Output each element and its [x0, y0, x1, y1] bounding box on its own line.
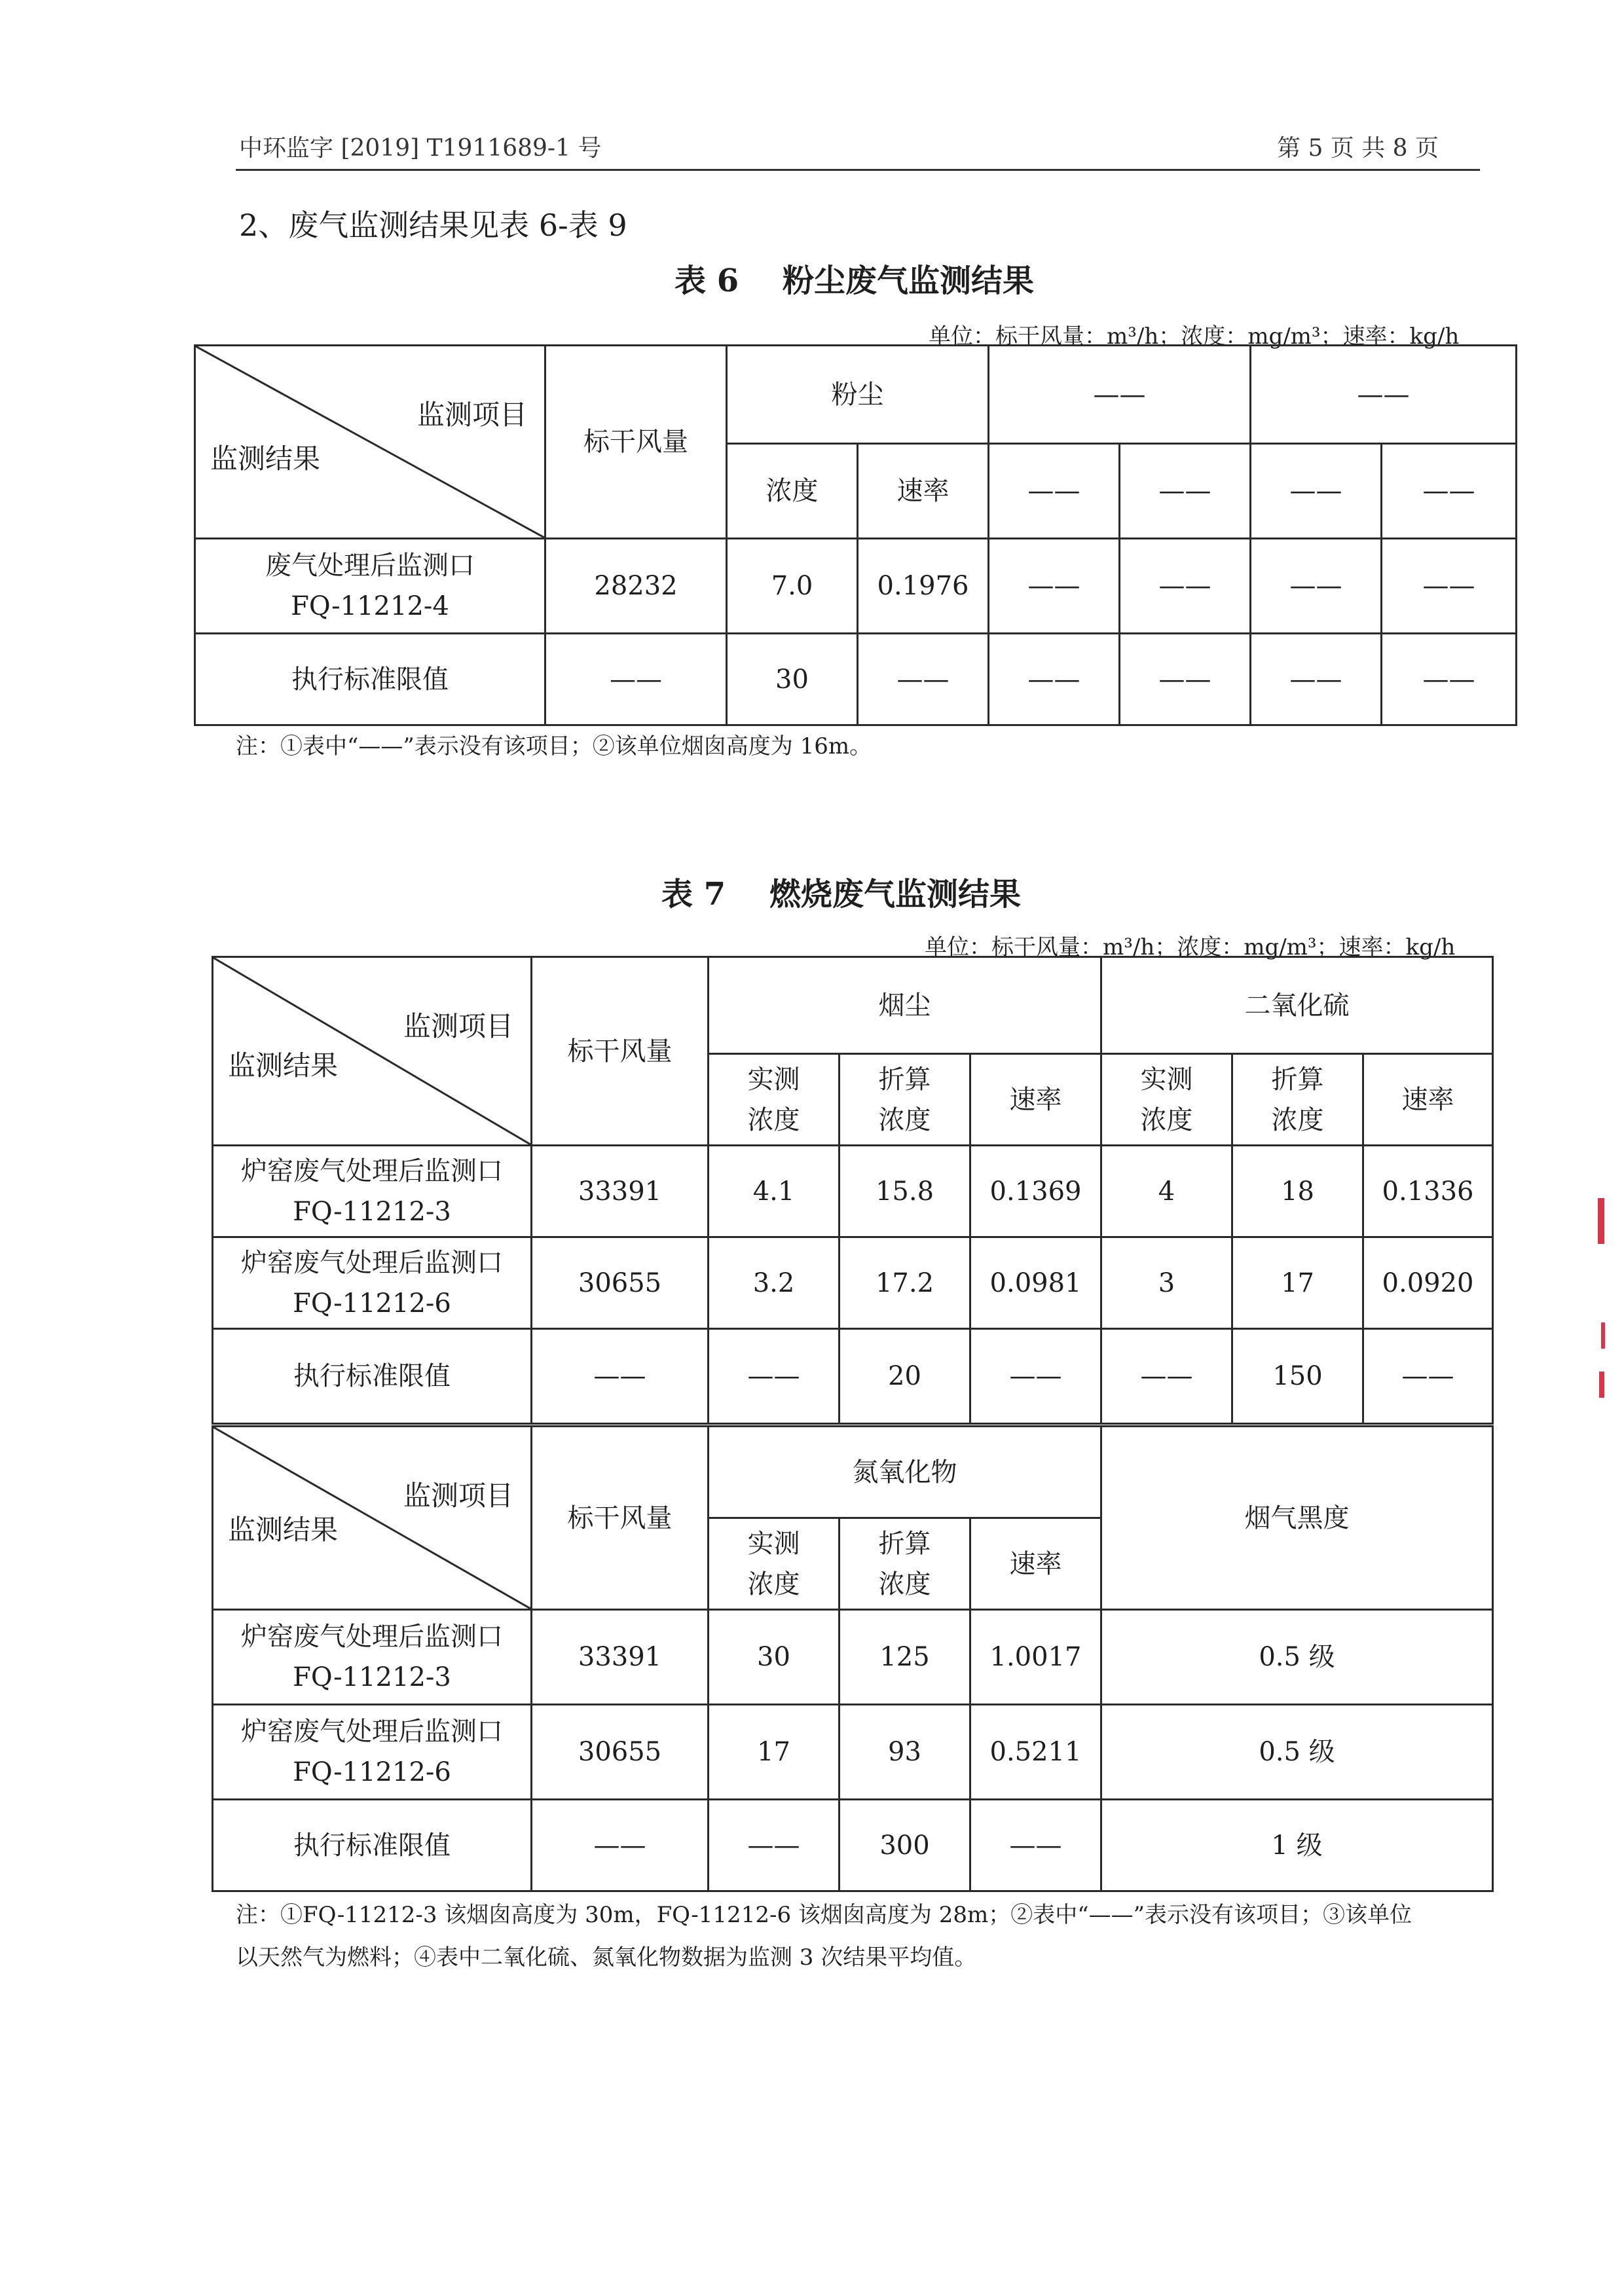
- value: 30: [709, 1610, 840, 1705]
- value: 150: [1232, 1329, 1363, 1424]
- value: ——: [970, 1329, 1101, 1424]
- row-name: 炉窑废气处理后监测口 FQ-11212-3: [213, 1610, 532, 1705]
- value: 17.2: [840, 1237, 970, 1329]
- value: ——: [1101, 1329, 1232, 1424]
- table7-note-line2: 以天然气为燃料；④表中二氧化硫、氮氧化物数据为监测 3 次结果平均值。: [236, 1944, 977, 1971]
- value: 4.1: [709, 1146, 840, 1237]
- value: ——: [709, 1800, 840, 1891]
- empty-value: ——: [989, 539, 1120, 634]
- seal-fragment: [1599, 1372, 1604, 1398]
- table7-item-label: 监测项目: [403, 1010, 513, 1042]
- report-number: 中环监字 [2019] T1911689-1 号: [239, 135, 602, 162]
- table6-title: 表 6 粉尘废气监测结果: [674, 263, 1034, 299]
- sub-converted: 折算 浓度: [840, 1054, 970, 1146]
- table6-sub-empty: ——: [1382, 444, 1517, 539]
- sub-rate: 速率: [970, 1054, 1101, 1146]
- table6-sub-rate: 速率: [858, 444, 989, 539]
- value: 0.5 级: [1101, 1705, 1493, 1800]
- table-row: [213, 1237, 1493, 1329]
- table-row: [213, 1329, 1493, 1424]
- empty-value: ——: [1251, 539, 1382, 634]
- flow-value: 30655: [532, 1705, 709, 1800]
- flow-value: 30655: [532, 1237, 709, 1329]
- table6-note: 注：①表中“——”表示没有该项目；②该单位烟囱高度为 16m。: [236, 733, 872, 759]
- header-rule: [236, 169, 1480, 171]
- table7-diagonal-header-cell: [213, 957, 532, 1146]
- seal-fragment: [1601, 1322, 1605, 1349]
- table6-sub-empty: ——: [1251, 444, 1382, 539]
- section-heading: 2、废气监测结果见表 6-表 9: [239, 208, 627, 243]
- value: 1 级: [1101, 1800, 1493, 1891]
- sub-measured: 实测 浓度: [1101, 1054, 1232, 1146]
- table7-group-so2: 二氧化硫: [1101, 957, 1493, 1054]
- table-row: [213, 1705, 1493, 1800]
- concentration-value: 7.0: [727, 539, 858, 634]
- table7-group-smoke-blackness: 烟气黑度: [1101, 1427, 1493, 1610]
- empty-value: ——: [1251, 634, 1382, 725]
- table6-group-dust: 粉尘: [727, 346, 989, 444]
- table6-unit: 单位：标干风量：m³/h；浓度：mg/m³；速率：kg/h: [929, 323, 1460, 350]
- flow-value: 33391: [532, 1610, 709, 1705]
- sub-converted: 折算 浓度: [840, 1518, 970, 1610]
- value: 300: [840, 1800, 970, 1891]
- value: 0.0920: [1363, 1237, 1493, 1329]
- sub-converted: 折算 浓度: [1232, 1054, 1363, 1146]
- table6-item-label: 监测项目: [416, 399, 527, 431]
- value: ——: [709, 1329, 840, 1424]
- seal-fragment: [1598, 1198, 1604, 1244]
- table6-diagonal-header-cell: [195, 346, 545, 539]
- rate-value: ——: [858, 634, 989, 725]
- flow-value: ——: [532, 1329, 709, 1424]
- table-row: [195, 539, 1517, 634]
- empty-value: ——: [1120, 539, 1251, 634]
- table6-sub-empty: ——: [1120, 444, 1251, 539]
- table6-group-empty-1: ——: [989, 346, 1251, 444]
- value: ——: [1363, 1329, 1493, 1424]
- table7-part1: [212, 956, 1494, 1425]
- value: 3.2: [709, 1237, 840, 1329]
- row-name: 执行标准限值: [195, 634, 545, 725]
- empty-value: ——: [989, 634, 1120, 725]
- sub-measured: 实测 浓度: [709, 1054, 840, 1146]
- empty-value: ——: [1120, 634, 1251, 725]
- table7-flow-header: 标干风量: [532, 1427, 709, 1610]
- flow-value: ——: [532, 1800, 709, 1891]
- table7-result-label: 监测结果: [228, 1049, 339, 1082]
- table7-part2: [212, 1425, 1494, 1892]
- value: 3: [1101, 1237, 1232, 1329]
- sub-rate: 速率: [1363, 1054, 1493, 1146]
- value: 17: [709, 1705, 840, 1800]
- table-row: [213, 1610, 1493, 1705]
- table-row: [213, 1146, 1493, 1237]
- table-row: [213, 1800, 1493, 1891]
- value: 20: [840, 1329, 970, 1424]
- table6-result-label: 监测结果: [210, 442, 321, 475]
- row-name: 炉窑废气处理后监测口 FQ-11212-6: [213, 1705, 532, 1800]
- value: 15.8: [840, 1146, 970, 1237]
- table-row: [195, 634, 1517, 725]
- value: 0.1369: [970, 1146, 1101, 1237]
- table7-group-smoke-dust: 烟尘: [709, 957, 1101, 1054]
- value: 1.0017: [970, 1610, 1101, 1705]
- value: 93: [840, 1705, 970, 1800]
- table7-group-nox: 氮氧化物: [709, 1427, 1101, 1518]
- row-name: 执行标准限值: [213, 1329, 532, 1424]
- table6-sub-empty: ——: [989, 444, 1120, 539]
- row-name: 炉窑废气处理后监测口 FQ-11212-6: [213, 1237, 532, 1329]
- sub-rate: 速率: [970, 1518, 1101, 1610]
- value: 125: [840, 1610, 970, 1705]
- row-name: 废气处理后监测口 FQ-11212-4: [195, 539, 545, 634]
- table7-result-label: 监测结果: [228, 1513, 339, 1546]
- rate-value: 0.1976: [858, 539, 989, 634]
- sub-measured: 实测 浓度: [709, 1518, 840, 1610]
- value: 0.5211: [970, 1705, 1101, 1800]
- concentration-value: 30: [727, 634, 858, 725]
- table7-title: 表 7 燃烧废气监测结果: [661, 876, 1021, 913]
- value: 18: [1232, 1146, 1363, 1237]
- value: 0.1336: [1363, 1146, 1493, 1237]
- value: 0.5 级: [1101, 1610, 1493, 1705]
- table6-sub-concentration: 浓度: [727, 444, 858, 539]
- flow-value: 33391: [532, 1146, 709, 1237]
- value: 17: [1232, 1237, 1363, 1329]
- value: ——: [970, 1800, 1101, 1891]
- table6-flow-header: 标干风量: [545, 346, 727, 539]
- flow-value: 28232: [545, 539, 727, 634]
- row-name: 执行标准限值: [213, 1800, 532, 1891]
- value: 0.0981: [970, 1237, 1101, 1329]
- table6-group-empty-2: ——: [1251, 346, 1517, 444]
- table7-part2-diagonal-header-cell: [213, 1427, 532, 1610]
- empty-value: ——: [1382, 539, 1517, 634]
- value: 4: [1101, 1146, 1232, 1237]
- table7-item-label: 监测项目: [403, 1480, 513, 1512]
- page-number: 第 5 页 共 8 页: [1277, 135, 1439, 162]
- table7-unit: 单位：标干风量：m³/h；浓度：mg/m³；速率：kg/h: [925, 934, 1456, 960]
- empty-value: ——: [1382, 634, 1517, 725]
- row-name: 炉窑废气处理后监测口 FQ-11212-3: [213, 1146, 532, 1237]
- flow-value: ——: [545, 634, 727, 725]
- table7-note-line1: 注：①FQ-11212-3 该烟囱高度为 30m，FQ-11212-6 该烟囱高度为 28m；②表中“——”表示没有该项目；③该单位: [236, 1902, 1412, 1928]
- table7-flow-header: 标干风量: [532, 957, 709, 1146]
- table6: [194, 344, 1517, 726]
